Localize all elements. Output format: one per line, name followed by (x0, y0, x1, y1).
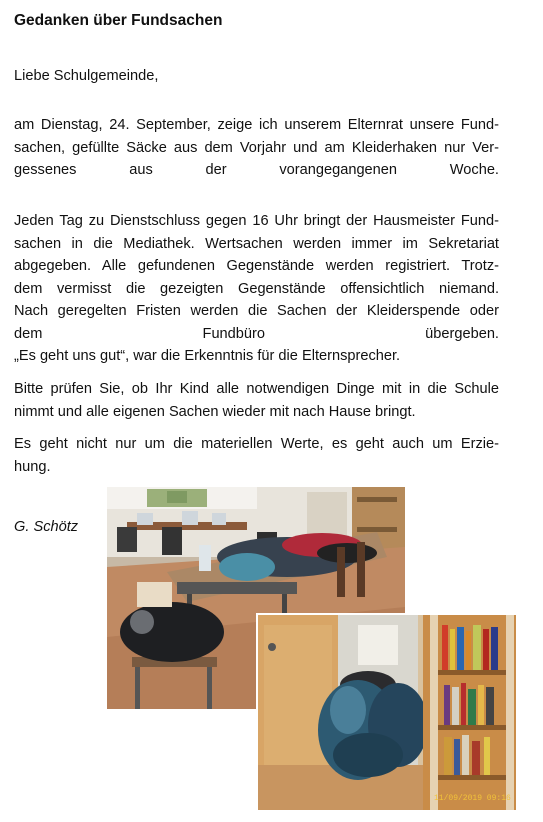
paragraph-4 (14, 433, 499, 478)
paragraph-1-line: sachen, gefüllte Säcke aus dem Vorjahr und am Kleiderhaken nur Ver- (14, 139, 499, 156)
paragraph-2-line: dem vermisst die gezeigten Gegenstände offensichtlich niemand. (14, 280, 499, 297)
paragraph-2-line: Nach geregelten Fristen werden die Sachen der Kleiderspende oder (14, 303, 499, 319)
paragraph-1 (14, 114, 499, 182)
paragraph-3-line: Bitte prüfen Sie, ob Ihr Kind alle notwendigen Dinge mit in die Schule (14, 381, 499, 397)
signature: G. Schötz (14, 519, 79, 535)
photo-timestamp: 11/09/2019 09:16 (434, 794, 511, 803)
document-title: Gedanken über Fundsachen (14, 12, 223, 29)
paragraph-3-line: nimmt und alle eigenen Sachen wieder mit nach Hause bringt. (14, 403, 416, 420)
paragraph-4-line: hung. (14, 458, 51, 475)
paragraph-2-line: Jeden Tag zu Dienstschluss gegen 16 Uhr bringt der Hausmeister Fund- (14, 213, 499, 229)
paragraph-1-line: am Dienstag, 24. September, zeige ich unserem Elternrat unsere Fund- (14, 117, 499, 133)
paragraph-4-line: Es geht nicht nur um die materiellen Werte, es geht auch um Erzie- (14, 436, 499, 452)
lost-items-bags-photo (256, 613, 516, 810)
paragraph-2 (14, 210, 499, 368)
paragraph-2-line: „Es geht uns gut“, war die Erkenntnis für die Elternsprecher. (14, 348, 401, 364)
paragraph-2-line: abgegeben. Alle gefundenen Gegenstände werden registriert. Trotz- (14, 258, 499, 274)
paragraph-3 (14, 378, 499, 423)
paragraph-2-line: dem Fundbüro übergeben. (14, 325, 499, 342)
paragraph-2-line: sachen in die Mediathek. Wertsachen werden immer im Sekretariat (14, 235, 499, 252)
paragraph-1-line: gessenes aus der vorangegangenen Woche. (14, 162, 499, 178)
salutation: Liebe Schulgemeinde, (14, 68, 159, 84)
